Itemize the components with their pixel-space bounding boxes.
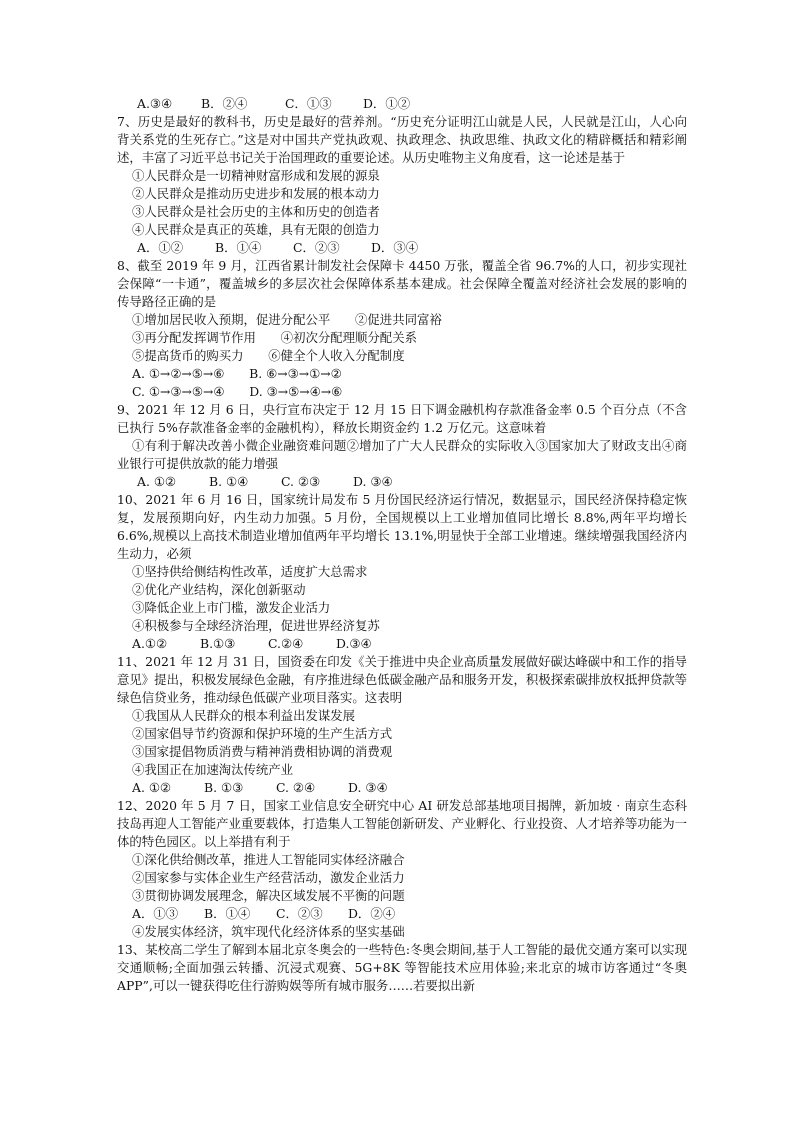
option-d: D. ③④ [353,474,393,489]
question-10-stem: 10、2021 年 6 月 16 日，国家统计局发布 5 月份国民经济运行情况，数据显示，国民经济保持稳定恢复，发展预期向好，内生动力加强。5 月份，全国规模以上工业增加值同比增长 8.8%,两年平均增长 6.6%,规模以上高技术制造业增加值两年平均增长 13.1%,明显快于全部工业增速。继续增强我国经济内生动力，必须 [117,492,687,561]
question-10-item: ③降低企业上市门槛，激发企业活力 [132,600,331,615]
option-c: C．①③ [285,96,332,111]
question-8-option-row: C. ①→③→⑤→④ D. ③→⑤→④→⑥ [132,384,343,399]
question-8-option-row: A. ①→②→⑤→⑥ B. ⑥→③→①→② [132,366,342,381]
question-11-item: ③国家提倡物质消费与精神消费相协调的消费观 [132,744,393,759]
option-c: C. ②③ [281,474,321,489]
question-12-item: ③贯彻协调发展理念，解决区域发展不平衡的问题 [132,888,405,903]
option-b: B．①④ [204,906,251,921]
question-11-stem: 11、2021 年 12 月 31 日，国资委在印发《关于推进中央企业高质量发展做好碳达峰碳中和工作的指导意见》提出，积极发展绿色金融，有序推进绿色低碳金融产品和服务开发，积极探索碳排放权抵押贷款等绿色信贷业务，推动绿色低碳产业项目落实。这表明 [117,654,687,705]
option-a: A．①② [137,240,184,255]
option-a: A.③④ [137,96,173,111]
question-13-stem: 13、某校高二学生了解到本届北京冬奥会的一些特色:冬奥会期间,基于人工智能的最优交通方案可以实现交通顺畅;全面加强云转播、沉浸式观赛、5G+8K 等智能技术应用体验;来北京的城市访客通过“冬奥 APP”,可以一键获得吃住行游购娱等所有城市服务……若要拟出新 [117,942,687,993]
question-8-item-row: ⑤提高货币的购买力 ⑥健全个人收入分配制度 [132,348,405,363]
question-10-item: ②优化产业结构，深化创新驱动 [132,582,306,597]
option-d: D．②④ [348,906,396,921]
option-c: C．②③ [293,240,340,255]
question-7-item: ①人民群众是一切精神财富形成和发展的源泉 [132,168,380,183]
option-d: D．③④ [371,240,419,255]
question-9-stem: 9、2021 年 12 月 6 日，央行宣布决定于 12 月 15 日下调金融机构存款准备金率 0.5 个百分点（不含已执行 5%存款准备金率的金融机构），释放长期资金约 1.2 万亿元。这意味着 [117,402,687,435]
question-11-item: ④我国正在加速淘汰传统产业 [132,762,294,777]
exam-content [117,95,687,995]
question-10-item: ④积极参与全球经济治理，促进世界经济复苏 [132,618,380,633]
question-8-item-row: ③再分配发挥调节作用 ④初次分配理顺分配关系 [132,330,417,345]
option-a: A．①③ [132,906,179,921]
option-b: B．①④ [215,240,262,255]
question-12-item: ④发展实体经济，筑牢现代化经济体系的坚实基础 [132,924,405,939]
question-11-item: ②国家倡导节约资源和保护环境的生产生活方式 [132,726,393,741]
question-10-item: ①坚持供给侧结构性改革，适度扩大总需求 [132,564,368,579]
option-a: A.①② [132,636,168,651]
option-c: C. ②④ [276,780,316,795]
option-d: D．①② [363,96,411,111]
option-d: D. ③④ [348,780,388,795]
option-a: A. ①② [132,780,172,795]
option-b: B. ①④ [209,474,249,489]
answer-options [117,95,687,113]
question-9-items: ①有利于解决改善小微企业融资难问题②增加了广大人民群众的实际收入③国家加大了财政支出④商业银行可提供放款的能力增强 [117,438,687,471]
question-11-options [117,779,687,797]
option-d: D.③④ [336,636,372,651]
question-7-stem: 7、历史是最好的教科书，历史是最好的营养剂。“历史充分证明江山就是人民，人民就是江山，人心向背关系党的生死存亡。”这是对中国共产党执政观、执政理念、执政思维、执政文化的精辟概括和精彩阐述，丰富了习近平总书记关于治国理政的重要论述。从历史唯物主义角度看，这一论述是基于 [117,114,687,165]
question-7-item: ③人民群众是社会历史的主体和历史的创造者 [132,204,380,219]
question-12-item: ①深化供给侧改革，推进人工智能同实体经济融合 [132,852,405,867]
question-7-options [117,239,687,257]
question-9-options [117,473,687,491]
option-c: C．②③ [276,906,323,921]
question-12-item: ②国家参与实体企业生产经营活动，激发企业活力 [132,870,405,885]
option-b: B. ①③ [204,780,244,795]
question-11-item: ①我国从人民群众的根本利益出发谋发展 [132,708,356,723]
option-c: C.②④ [268,636,304,651]
question-7-item: ④人民群众是真正的英雄，具有无限的创造力 [132,222,380,237]
option-b: B．②④ [201,96,248,111]
question-8-stem: 8、截至 2019 年 9 月，江西省累计制发社会保障卡 4450 万张，覆盖全省 96.7%的人口，初步实现社会保障“一卡通”，覆盖城乡的多层次社会保障体系基本建成。社会保障全覆盖对经济社会发展的影响的传导路径正确的是 [117,258,687,309]
option-a: A. ①② [137,474,177,489]
question-12-stem: 12、2020 年 5 月 7 日，国家工业信息安全研究中心 AI 研发总部基地项目揭牌，新加坡 · 南京生态科技岛再迎人工智能产业重要载体，打造集人工智能创新研发、产业孵化、行业投资、人才培养等功能为一体的特色园区。以上举措有利于 [117,798,687,849]
question-7-item: ②人民群众是推动历史进步和发展的根本动力 [132,186,380,201]
question-8-item-row: ①增加居民收入预期，促进分配公平 ②促进共同富裕 [132,312,442,327]
question-10-options [117,635,687,653]
question-12-options [117,905,687,923]
option-b: B.①③ [200,636,236,651]
